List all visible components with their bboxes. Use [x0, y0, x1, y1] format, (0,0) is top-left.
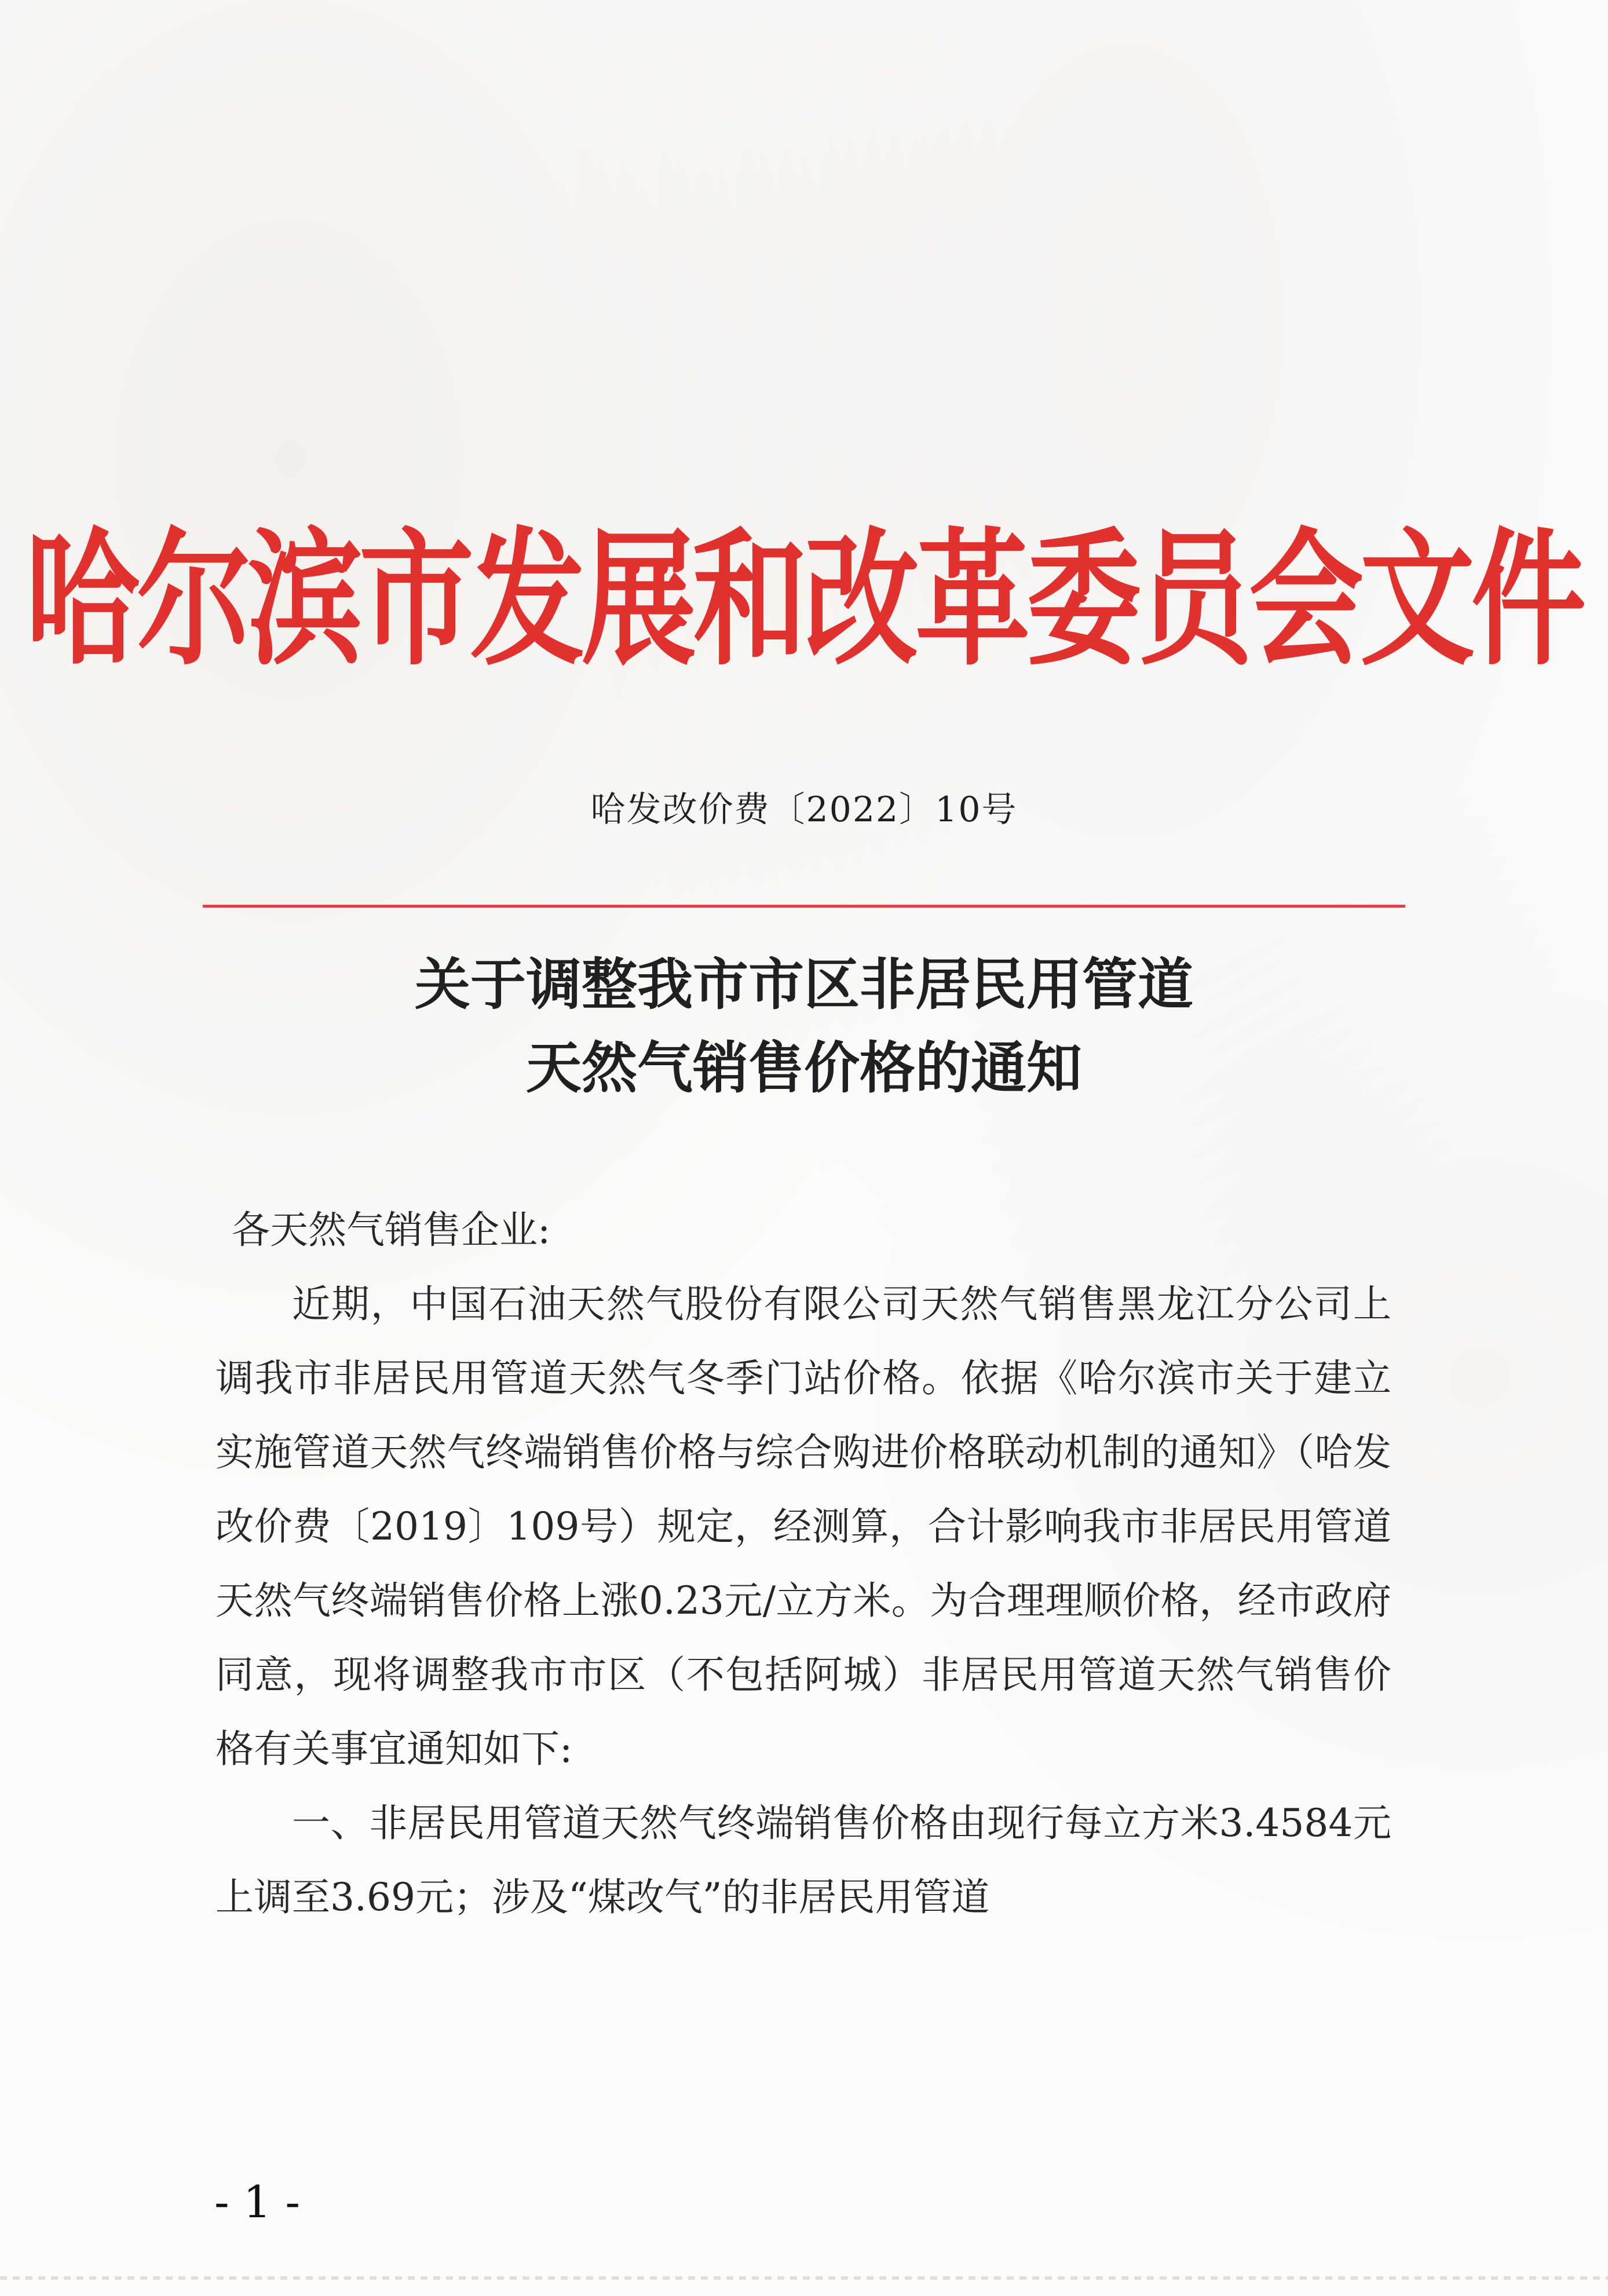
scan-edge-line	[0, 2276, 1608, 2280]
paragraph-1: 近期，中国石油天然气股份有限公司天然气销售黑龙江分公司上调我市非居民用管道天然气冬季门站价格。依据《哈尔滨市关于建立实施管道天然气终端销售价格与综合购进价格联动机制的通知》（哈发改价费〔2019〕109号）规定，经测算，合计影响我市非居民用管道天然气终端销售价格上涨0.23元/立方米。为合理理顺价格，经市政府同意，现将调整我市市区（不包括阿城）非居民用管道天然气销售价格有关事宜通知如下:	[215, 1282, 1391, 1771]
paragraph-2: 一、非居民用管道天然气终端销售价格由现行每立方米3.4584元上调至3.69元；涉及“煤改气”的非居民用管道	[215, 1801, 1391, 1920]
notice-title	[220, 944, 1388, 1109]
document-body	[215, 1193, 1391, 1935]
document-number: 哈发改价费〔2022〕10号	[590, 789, 1018, 830]
issuer-header: 哈尔滨市发展和改革委员会文件	[25, 513, 1583, 686]
salutation: 各天然气销售企业:	[232, 1208, 551, 1252]
title-line-1: 关于调整我市市区非居民用管道	[415, 952, 1193, 1017]
page-number: - 1 -	[214, 2176, 301, 2228]
title-line-2: 天然气销售价格的通知	[526, 1035, 1082, 1101]
red-separator-line	[203, 905, 1405, 908]
